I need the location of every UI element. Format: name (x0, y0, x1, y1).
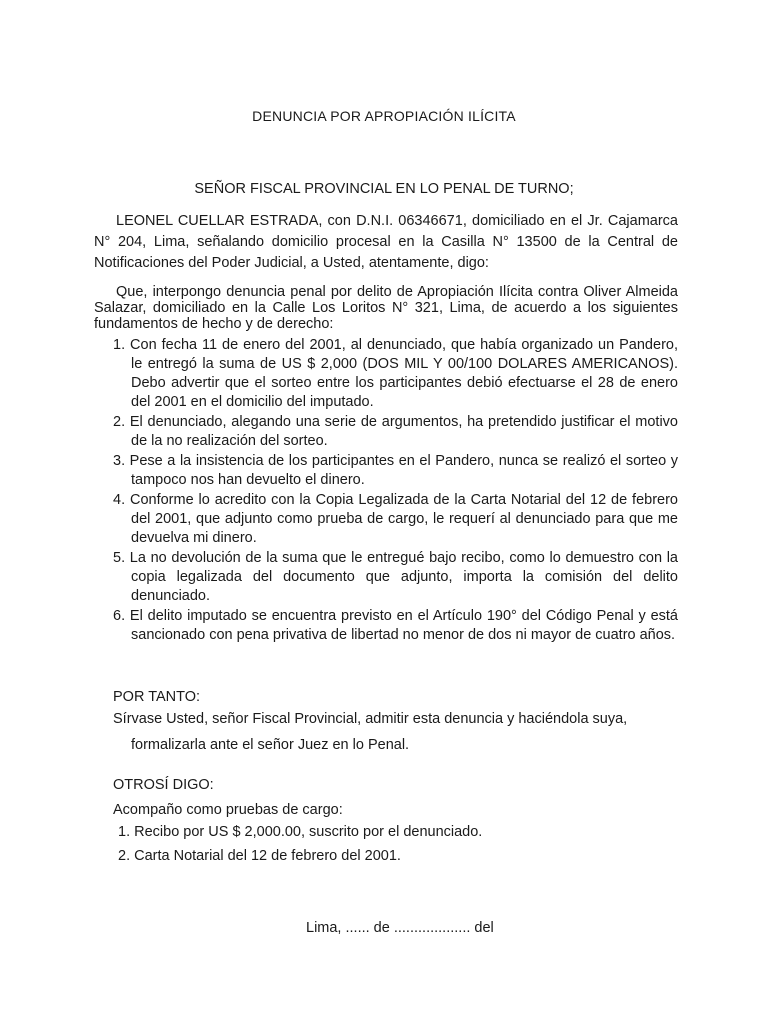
por-tanto-label: POR TANTO: (113, 689, 201, 705)
evidence-intro: Acompaño como pruebas de cargo: (113, 802, 343, 818)
list-item: 5. La no devolución de la suma que le entregué bajo recibo, como lo demuestro con la copia legalizada del documento que adjunto, importa la comisión del delito denunciado. (113, 550, 678, 604)
facts-list (113, 336, 678, 645)
por-tanto-line-1: Sírvase Usted, señor Fiscal Provincial, admitir esta denuncia y haciéndola suya, (113, 711, 628, 727)
facts-intro-paragraph: Que, interpongo denuncia penal por delito de Apropiación Ilícita contra Oliver Almeida Salazar, domiciliado en la Calle Los Loritos N° 321, Lima, de acuerdo a los siguientes fundamentos de hecho y de derecho: (94, 284, 678, 332)
list-item: 2. El denunciado, alegando una serie de argumentos, ha pretendido justificar el motivo de la no realización del sorteo. (113, 414, 678, 449)
otrosi-label: OTROSÍ DIGO: (113, 777, 214, 793)
date-line: Lima, ...... de ................... del (306, 920, 494, 936)
addressee: SEÑOR FISCAL PROVINCIAL EN LO PENAL DE TURNO; (194, 181, 574, 197)
por-tanto-text (113, 706, 678, 758)
list-item: 4. Conforme lo acredito con la Copia Legalizada de la Carta Notarial del 12 de febrero del 2001, que adjunto como prueba de cargo, le requerí al denunciado para que me devuelva mi dinero. (113, 492, 678, 546)
list-item: 6. El delito imputado se encuentra previsto en el Artículo 190° del Código Penal y está sancionado con pena privativa de libertad no menor de dos ni mayor de cuatro años. (113, 608, 678, 643)
list-item: 1. Con fecha 11 de enero del 2001, al denunciado, que había organizado un Pandero, le entregó la suma de US $ 2,000 (DOS MIL Y 00/100 DOLARES AMERICANOS). Debo advertir que el sorteo entre los participantes debió efectuarse el 28 de enero del 2001 en el domicilio del imputado. (113, 337, 678, 410)
evidence-item: 2. Carta Notarial del 12 de febrero del 2001. (118, 848, 401, 864)
intro-paragraph: LEONEL CUELLAR ESTRADA, con D.N.I. 06346671, domiciliado en el Jr. Cajamarca N° 204, Lima, señalando domicilio procesal en la Casilla N° 13500 de la Central de Notificaciones del Poder Judicial, a Usted, atentamente, digo: (94, 213, 678, 271)
list-item: 3. Pese a la insistencia de los participantes en el Pandero, nunca se realizó el sorteo y tampoco nos han devuelto el dinero. (113, 453, 678, 488)
document-title: DENUNCIA POR APROPIACIÓN ILÍCITA (252, 108, 516, 124)
por-tanto-line-2: formalizarla ante el señor Juez en lo Penal. (131, 737, 410, 753)
evidence-item: 1. Recibo por US $ 2,000.00, suscrito por el denunciado. (118, 824, 483, 840)
